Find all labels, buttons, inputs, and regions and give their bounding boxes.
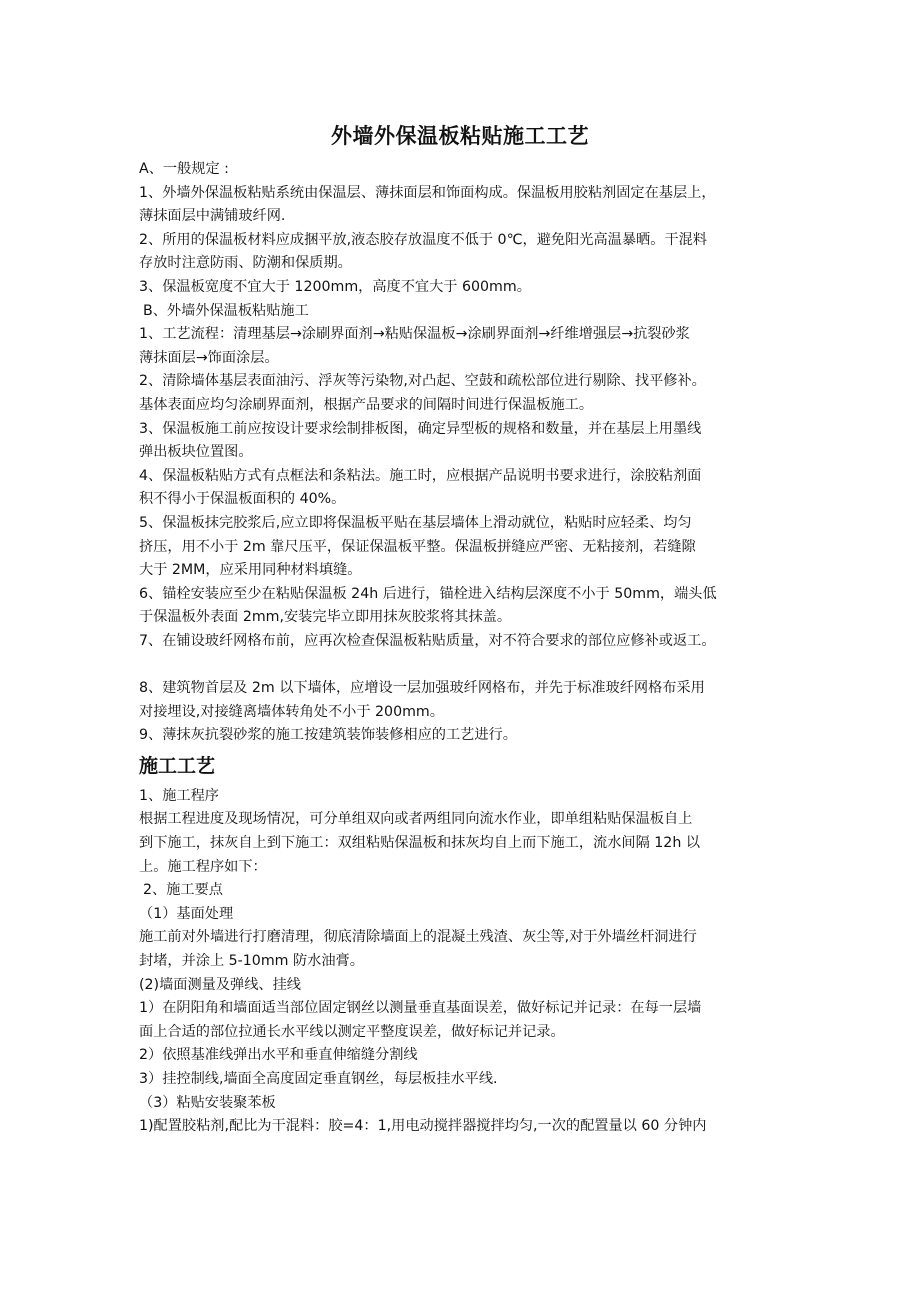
section-b-item xyxy=(139,323,799,370)
document-body xyxy=(139,158,799,1139)
section-b-item xyxy=(139,677,799,724)
text-line: 4、保温板粘贴方式有点框法和条粘法。施工时，应根据产品说明书要求进行，涂胶粘剂面 xyxy=(139,467,702,484)
text-line: 3、保温板宽度不宜大于 1200mm，高度不宜大于 600mm。 xyxy=(139,278,531,295)
text-line: 到下施工，抹灰自上到下施工：双组粘贴保温板和抹灰均自上而下施工，流水间隔 12h 以 xyxy=(139,835,701,852)
text-line: 大于 2MM，应采用同种材料填缝。 xyxy=(139,562,362,579)
text-line: 7、在铺设玻纤网格布前，应再次检查保温板粘贴质量，对不符合要求的部位应修补或返工。 xyxy=(139,632,716,649)
text-line: 薄抹面层→饰面涂层。 xyxy=(139,349,279,366)
text-line: 2、清除墙体基层表面油污、浮灰等污染物,对凸起、空鼓和疏松部位进行剔除、找平修补。 xyxy=(139,373,706,390)
section-a-item xyxy=(139,276,799,300)
text-line: 3）挂控制线,墙面全高度固定垂直钢丝，每层板挂水平线. xyxy=(139,1070,498,1087)
section-a-heading: A、一般规定 : xyxy=(139,161,229,177)
text-line: 9、薄抹灰抗裂砂浆的施工按建筑装饰装修相应的工艺进行。 xyxy=(139,727,517,744)
text-line: 施工前对外墙进行打磨清理，彻底清除墙面上的混凝土残渣、灰尘等,对于外墙丝杆洞进行 xyxy=(139,929,697,946)
text-line: 挤压，用不小于 2m 靠尺压平，保证保温板平整。保温板拼缝应严密、无粘接剂，若缝隙 xyxy=(139,538,696,555)
text-line: 1、外墙外保温板粘贴系统由保温层、薄抹面层和饰面构成。保温板用胶粘剂固定在基层上， xyxy=(139,184,716,201)
section-b-item xyxy=(139,724,799,748)
text-line: （1）基面处理 xyxy=(139,905,234,922)
section-a-item xyxy=(139,182,799,229)
text-line: 2）依照基准线弹出水平和垂直伸缩缝分割线 xyxy=(139,1047,418,1064)
document-title: 外墙外保温板粘贴施工工艺 xyxy=(331,124,589,148)
text-line: 弹出板块位置图。 xyxy=(139,444,253,461)
text-line: (2)墙面测量及弹线、挂线 xyxy=(139,976,301,993)
text-line: （3）粘贴安装聚苯板 xyxy=(139,1094,276,1111)
text-line: 根据工程进度及现场情况，可分单组双向或者两组同向流水作业，即单组粘贴保温板自上 xyxy=(139,811,693,828)
text-line: 8、建筑物首层及 2m 以下墙体，应增设一层加强玻纤网格布，并先于标准玻纤网格布采用 xyxy=(139,680,705,697)
text-line: 上。施工程序如下： xyxy=(139,858,267,875)
section-b-item xyxy=(139,512,799,583)
text-line: 1)配置胶粘剂,配比为干混料：胶=4：1,用电动搅拌器搅拌均匀,一次的配置量以 60 分钟内 xyxy=(139,1118,707,1135)
text-line: 2、所用的保温板材料应成捆平放,液态胶存放温度不低于 0℃，避免阳光高温暴晒。干混料 xyxy=(139,231,707,248)
text-line: 5、保温板抹完胶浆后,应立即将保温板平贴在基层墙体上滑动就位，粘贴时应轻柔、均匀 xyxy=(139,514,692,531)
text-line: 存放时注意防雨、防潮和保质期。 xyxy=(139,255,352,272)
section-b-item xyxy=(139,370,799,417)
text-line: 2、施工要点 xyxy=(143,882,223,899)
section-b-item xyxy=(139,465,799,512)
text-line: 6、锚栓安装应至少在粘贴保温板 24h 后进行，锚栓进入结构层深度不小于 50mm，端头低 xyxy=(139,585,717,602)
text-line: 1）在阴阳角和墙面适当部位固定钢丝以测量垂直基面误差，做好标记并记录：在每一层墙 xyxy=(139,1000,702,1017)
text-line: 1、施工程序 xyxy=(139,787,219,804)
section-b-item xyxy=(139,630,799,654)
blank-line xyxy=(139,653,799,677)
text-line: 3、保温板施工前应按设计要求绘制排板图，确定异型板的规格和数量，并在基层上用墨线 xyxy=(139,420,702,437)
text-line: 面上合适的部位拉通长水平线以测定平整度误差，做好标记并记录。 xyxy=(139,1023,565,1040)
text-line: 于保温板外表面 2mm,安装完毕立即用抹灰胶浆将其抹盖。 xyxy=(139,609,512,626)
section-c-body xyxy=(139,785,799,1139)
section-a-item xyxy=(139,229,799,276)
text-line: 对接埋设,对接缝离墙体转角处不小于 200mm。 xyxy=(139,703,444,720)
text-line: 薄抹面层中满铺玻纤网. xyxy=(139,208,286,225)
section-b-heading: B、外墙外保温板粘贴施工 xyxy=(143,302,309,319)
section-b-item xyxy=(139,418,799,465)
text-line: 1、工艺流程：清理基层→涂刷界面剂→粘贴保温板→涂刷界面剂→纤维增强层→抗裂砂浆 xyxy=(139,326,690,343)
text-line: 基体表面应均匀涂刷界面剂，根据产品要求的间隔时间进行保温板施工。 xyxy=(139,396,594,413)
text-line: 积不得小于保温板面积的 40%。 xyxy=(139,491,346,508)
text-line: 封堵，并涂上 5-10mm 防水油膏。 xyxy=(139,953,364,969)
section-b-item xyxy=(139,583,799,630)
section-heading: 施工工艺 xyxy=(139,754,216,777)
